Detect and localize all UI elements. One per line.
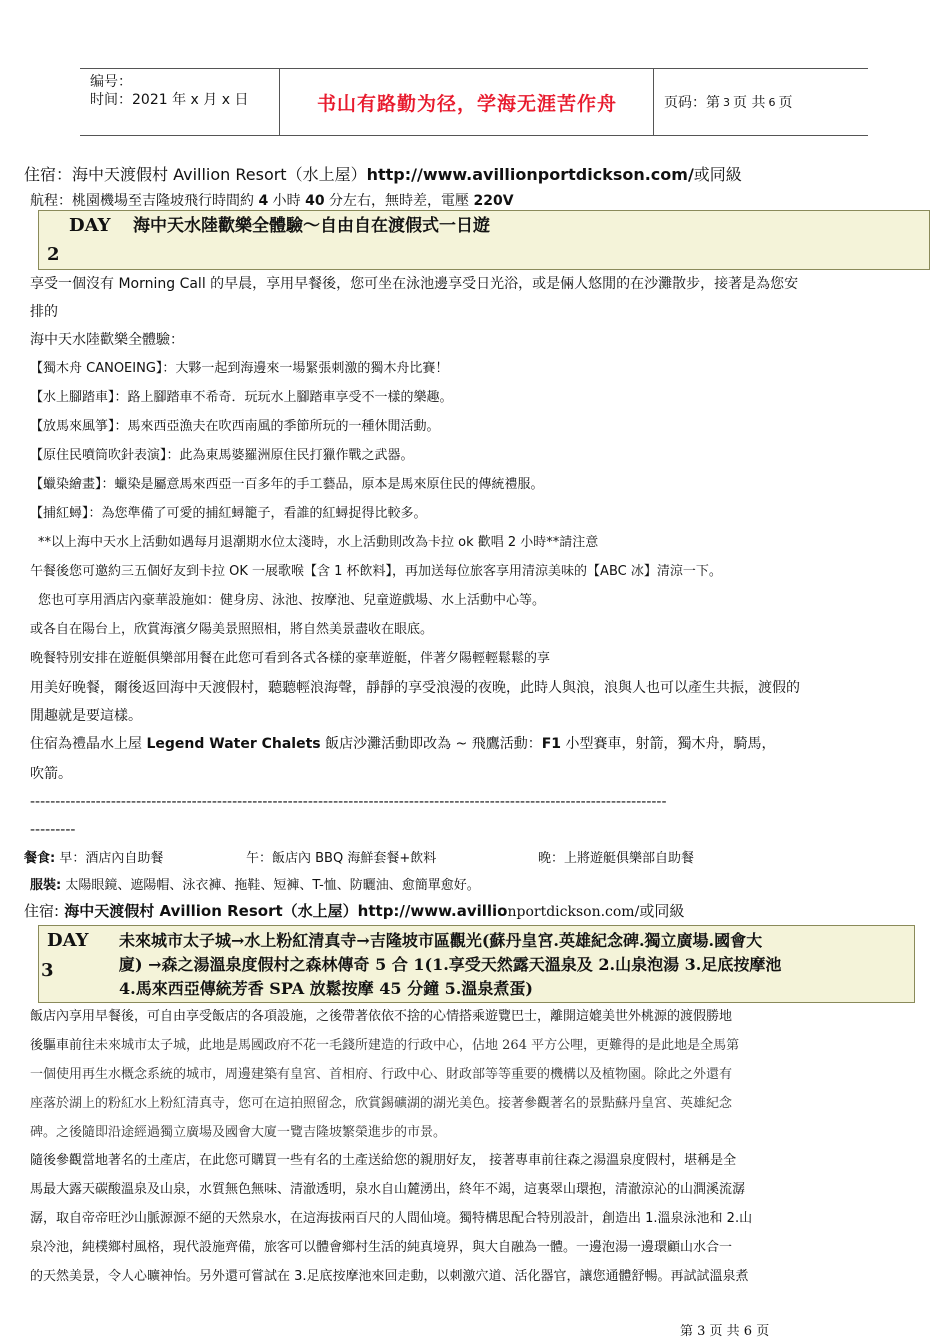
sunset-view: 或各自在陽台上，欣賞海濱夕陽美景照照相，將自然美景盡收在眼底。: [30, 622, 434, 637]
day3-title-2: 廈) →森之湯溫泉度假村之森林傳奇 5 合 1(1.享受天然露天溫泉及 2.山泉泡湯 3.足底按摩池: [119, 955, 782, 974]
resort-link[interactable]: http://www.avillionportdickson.com/: [366, 165, 694, 184]
day2-box: [38, 210, 930, 270]
page-number: 3: [723, 95, 730, 109]
flight-text-c: 小時: [268, 193, 306, 209]
dinner-line-1: 晚餐特別安排在遊艇俱樂部用餐在此您可看到各式各樣的豪華遊艇，伴著夕陽輕輕鬆鬆的享: [30, 651, 551, 666]
legend-hotel-name: Legend Water Chalets: [146, 736, 321, 752]
activity-crab: 【捕紅蟳】：為您準備了可愛的捕紅蟳籠子，看誰的紅蟳捉得比較多。: [30, 506, 427, 521]
stay-line-1: [24, 166, 742, 184]
day2-para-1a: 享受一個沒有 Morning Call 的早晨，享用早餐後，您可坐在泳池邊享受日光浴，或是倆人悠閒的在沙灘散步，接著是為您安: [30, 276, 799, 292]
hotel-facilities: 您也可享用酒店內豪華設施如：健身房、泳池、按摩池、兒童遊戲場、水上活動中心等。: [38, 593, 546, 608]
resort-link-2-bold[interactable]: http://www.avillio: [357, 902, 508, 920]
day2-label: DAY: [69, 215, 111, 236]
legend-text-a: 住宿為禮晶水上屋: [30, 736, 147, 752]
day3-body-6: 隨後參觀當地著名的土產店，在此您可購買一些有名的土產送給您的親朋好友， 接著專車前往森之湯溫泉度假村，堪稱是全: [30, 1153, 737, 1168]
tide-note: **以上海中天水上活動如遇每月退潮期水位太淺時，水上活動則改為卡拉 ok 歡唱 2 小時**請注意: [38, 535, 599, 550]
stay2-label: 住宿:: [24, 902, 60, 920]
day2-para-2: 海中天水陸歡樂全體驗：: [30, 332, 184, 348]
stay-suffix: 或同級: [693, 165, 742, 184]
day3-body-3: 一個使用再生水概念系統的城市，周邊建築有皇宮、首相府、行政中心、財政部等等重要的機構以及植物園。除此之外還有: [30, 1067, 733, 1082]
day3-body-2a: 後驅車前往: [30, 1038, 96, 1053]
day3-body-4: 座落於湖上的粉紅水上粉紅清真寺，您可在這拍照留念，欣賞錫礦湖的湖光美色。接著參觀著名的景點蘇丹皇宮、英雄紀念: [30, 1096, 733, 1111]
day3-body-1: 飯店內享用早餐後，可自由享受飯店的各項設施，之後帶著依依不捨的心情搭乘遊覽巴士，離開這媲美世外桃源的渡假勝地: [30, 1009, 733, 1024]
day3-number: 3: [41, 960, 54, 981]
number-label: 编号：: [90, 74, 132, 90]
flight-voltage: 220V: [473, 193, 514, 209]
stay2-suffix: 或同級: [639, 902, 685, 920]
flight-hours: 4: [258, 193, 269, 209]
meals-label: 餐食:: [24, 851, 56, 866]
legend-text-b: 飯店沙灘活動即改為 ~ 飛鷹活動：: [320, 736, 542, 752]
flight-text-a: 航程：桃園機場至吉隆坡飛行時間約: [30, 193, 259, 209]
resort-link-2-rest[interactable]: nportdickson.com/: [507, 904, 640, 920]
day3-box: [38, 925, 915, 1003]
activity-batik: 【蠟染繪畫】：蠟染是屬意馬來西亞一百多年的手工藝品，原本是馬來原住民的傳統禮服。: [30, 477, 544, 492]
flight-minutes: 40: [305, 193, 325, 209]
page-mid: 页 共: [733, 95, 766, 111]
time-label: 时间：2021 年 x 月 x 日: [90, 92, 249, 108]
activity-water-bike: 【水上腳踏車】：路上腳踏車不希奇．玩玩水上腳踏車享受不一樣的樂趣。: [30, 390, 453, 405]
flight-line: [30, 192, 514, 210]
legend-chalets-line: [30, 735, 775, 753]
page-prefix: 页码：第: [664, 95, 720, 111]
page-total: 6: [768, 95, 776, 109]
day3-label: DAY: [47, 930, 89, 951]
legend-chalets-line-2: 吹箭。: [30, 766, 72, 782]
day3-body-7: 馬最大露天碳酸溫泉及山泉，水質無色無味、清澈透明，泉水自山麓湧出，終年不竭，這裏翠山環抱，清澈涼沁的山澗溪流潺: [30, 1182, 746, 1197]
day3-body-5: 碑。之後隨即沿途經過獨立廣場及國會大廈一覽吉隆坡繁榮進步的市景。: [30, 1125, 447, 1140]
day3-body-8: 潺，取自帝帝旺沙山脈源源不絕的天然泉水，在這海拔兩百尺的人間仙境。獨特構思配合特別設計，創造出 1.溫泉泳池和 2.山: [30, 1211, 753, 1226]
meals-line: [24, 850, 163, 868]
attire-line: [30, 877, 480, 895]
attire-text: 太陽眼鏡、遮陽帽、泳衣褲、拖鞋、短褲、T-恤、防曬油、愈簡單愈好。: [61, 878, 480, 893]
legend-f1: F1: [541, 736, 562, 752]
afternoon-karaoke: 午餐後您可邀約三五個好友到卡拉 OK 一展歌喉【含 1 杯飲料】，再加送每位旅客享用清涼美味的【ABC 冰】清涼一下。: [30, 564, 722, 579]
page-footer: 第 3 页 共 6 页: [680, 1324, 770, 1339]
day2-number: 2: [47, 244, 60, 265]
dinner-line-3: 閒趣就是要這樣。: [30, 708, 142, 724]
header-table: [80, 68, 868, 136]
header-motto: 书山有路勤为径，学海无涯苦作舟: [281, 69, 654, 135]
meal-lunch: 午：飯店內 BBQ 海鮮套餐+飲料: [246, 851, 437, 866]
day3-title-3: 4.馬來西亞傳統芳香 SPA 放鬆按摩 45 分鐘 5.溫泉煮蛋): [119, 979, 533, 998]
stay-line-2: [24, 902, 684, 921]
page-suffix: 页: [778, 95, 793, 111]
attire-label: 服裝:: [30, 878, 62, 893]
header-meta-cell: [80, 69, 280, 135]
day3-body-2b: 未來城市太子城，此地是馬國政府不花一毛錢所建造的行政中心，佔地 264 平方公哩，更難得的是此地是全馬第: [95, 1038, 740, 1053]
legend-text-c: 小型賽車，射箭，獨木舟，騎馬，: [561, 736, 776, 752]
activity-blowpipe: 【原住民噴筒吹針表演】：此為東馬婆羅洲原住民打獵作戰之武器。: [30, 448, 414, 463]
dinner-line-2: 用美好晚餐，爾後返回海中天渡假村，聽聽輕浪海聲，靜靜的享受浪漫的夜晚，此時人與浪，浪與人也可以產生共振，渡假的: [30, 680, 800, 696]
day3-body-2: [30, 1037, 739, 1055]
divider-line-2: ---------: [30, 822, 76, 838]
header-page-cell: [654, 69, 868, 135]
stay2-text: 海中天渡假村 Avillion Resort（水上屋）: [59, 902, 358, 920]
day3-body-10: 的天然美景，令人心曠神怡。另外還可嘗試在 3.足底按摩池來回走動，以刺激穴道、活化器官，讓您通體舒暢。再試試溫泉煮: [30, 1269, 749, 1284]
day3-body-9: 泉冷池，純樸鄉村風格，現代設施齊備，旅客可以體會鄉村生活的純真境界，與大自融為一體。一邊泡湯一邊環顧山水合一: [30, 1240, 733, 1255]
stay-text: 住宿：海中天渡假村 Avillion Resort（水上屋）: [24, 165, 367, 184]
flight-text-e: 分左右，無時差，電壓: [324, 193, 474, 209]
day3-title-1: 未來城市太子城→水上粉紅清真寺→吉隆坡市區觀光(蘇丹皇宮.英雄紀念碑.獨立廣場.國會大: [119, 931, 763, 950]
meal-breakfast: 早：酒店內自助餐: [55, 851, 164, 866]
divider-line-1: ------------------------------------------------------------------------------------------------------------------------------: [30, 794, 667, 810]
activity-kite: 【放馬來風箏】：馬來西亞漁夫在吹西南風的季節所玩的一種休閒活動。: [30, 419, 440, 434]
meal-dinner: 晚：上將遊艇俱樂部自助餐: [538, 851, 695, 866]
day2-para-1b: 排的: [30, 304, 58, 320]
activity-canoe: 【獨木舟 CANOEING】：大夥一起到海邊來一場緊張刺激的獨木舟比賽！: [30, 361, 449, 376]
day2-title: 海中天水陸歡樂全體驗～自由自在渡假式一日遊: [133, 216, 490, 236]
